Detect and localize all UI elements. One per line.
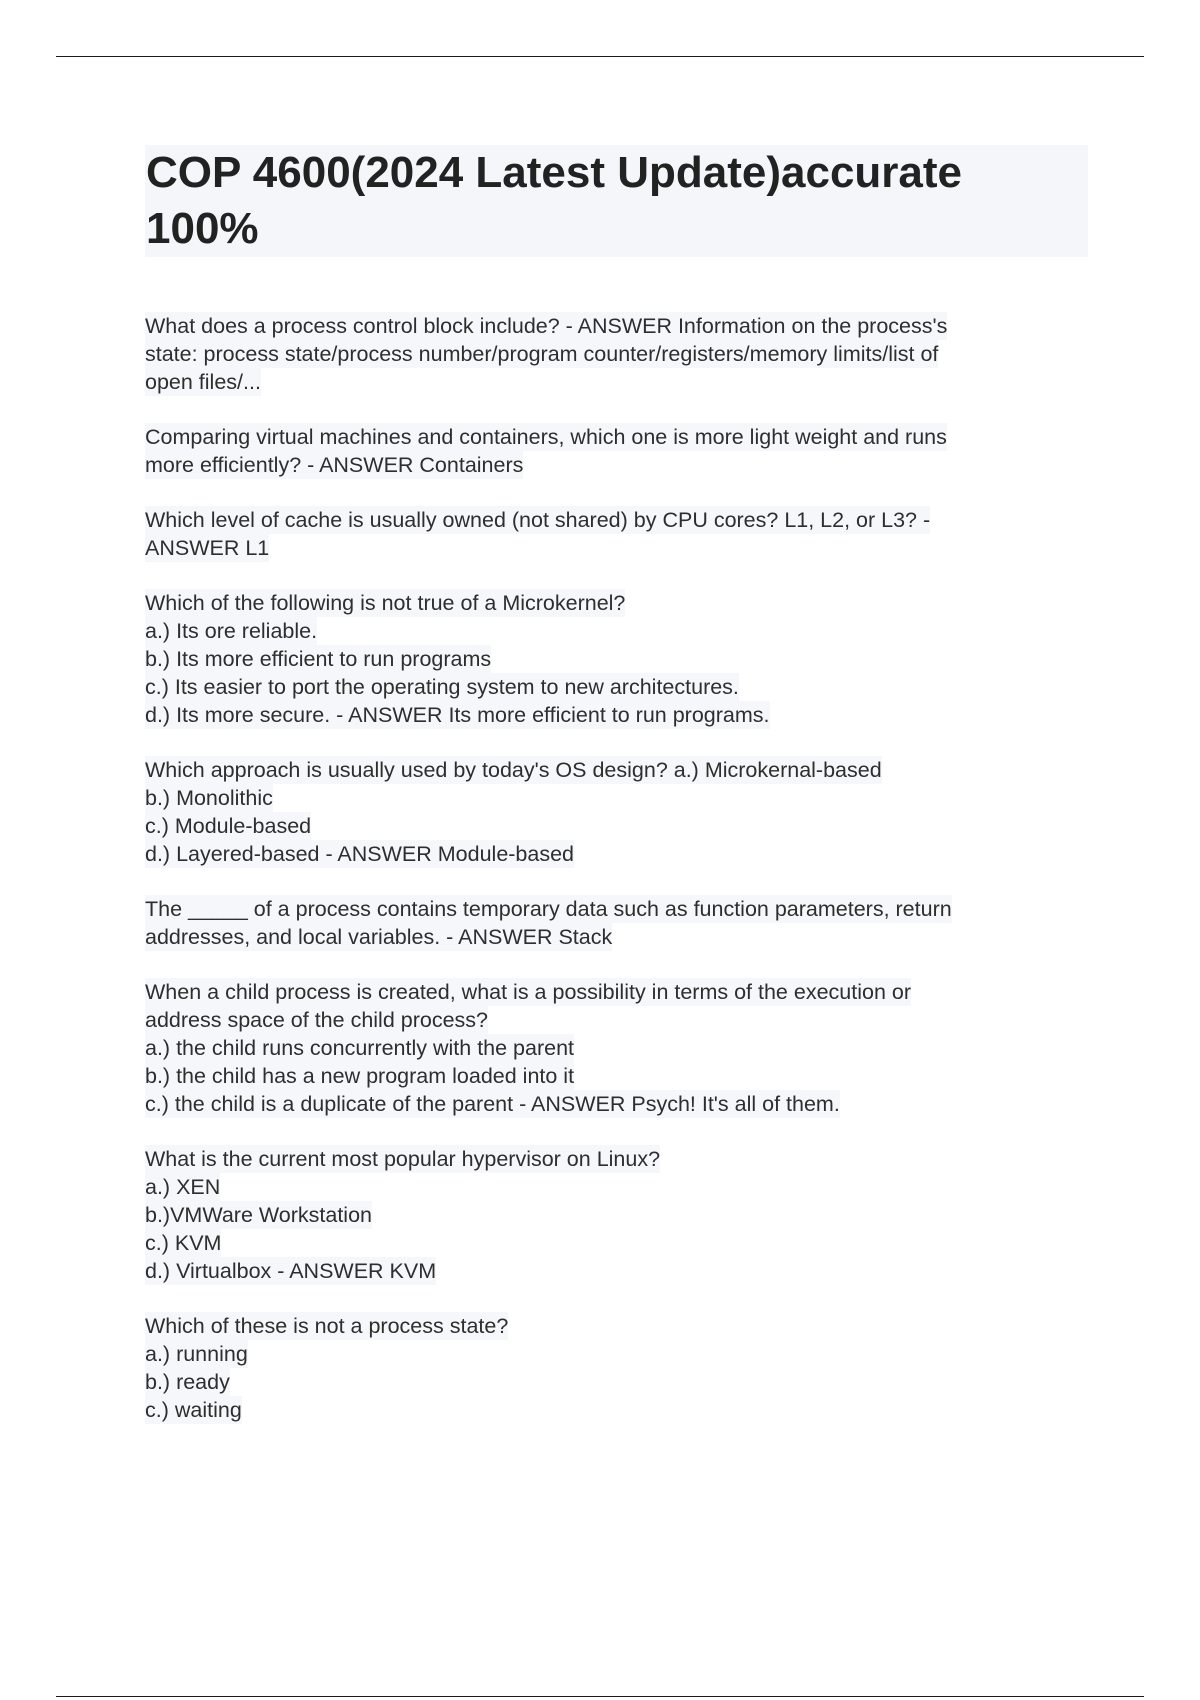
qa-item	[145, 506, 1085, 562]
qa-line: state: process state/process number/program counter/registers/memory limits/list of	[145, 342, 939, 366]
qa-list	[145, 312, 1085, 1451]
title-block	[145, 145, 1088, 257]
qa-line: more efficiently? - ANSWER Containers	[145, 453, 524, 477]
qa-line: b.) Monolithic	[145, 786, 273, 810]
qa-line: addresses, and local variables. - ANSWER Stack	[145, 925, 613, 949]
qa-item	[145, 756, 1085, 868]
qa-line: b.) the child has a new program loaded into it	[145, 1064, 575, 1088]
qa-item	[145, 895, 1085, 951]
qa-line: c.) the child is a duplicate of the parent - ANSWER Psych! It's all of them.	[145, 1092, 840, 1116]
qa-line: b.) Its more efficient to run programs	[145, 647, 492, 671]
qa-line: d.) Virtualbox - ANSWER KVM	[145, 1259, 437, 1283]
qa-line: What is the current most popular hypervisor on Linux?	[145, 1147, 661, 1171]
qa-line: Which level of cache is usually owned (not shared) by CPU cores? L1, L2, or L3? -	[145, 508, 931, 532]
qa-line: c.) KVM	[145, 1231, 222, 1255]
page-top-rule	[56, 56, 1144, 57]
page-bottom-rule	[56, 1696, 1144, 1697]
qa-line: The _____ of a process contains temporary data such as function parameters, return	[145, 897, 952, 921]
qa-line: b.)VMWare Workstation	[145, 1203, 372, 1227]
qa-line: ANSWER L1	[145, 536, 270, 560]
qa-item	[145, 312, 1085, 396]
qa-line: Comparing virtual machines and containers, which one is more light weight and runs	[145, 425, 947, 449]
qa-line: a.) XEN	[145, 1175, 221, 1199]
qa-line: Which of the following is not true of a Microkernel?	[145, 591, 626, 615]
qa-line: a.) the child runs concurrently with the parent	[145, 1036, 575, 1060]
qa-item	[145, 589, 1085, 729]
qa-line: Which of these is not a process state?	[145, 1314, 509, 1338]
qa-line: address space of the child process?	[145, 1008, 489, 1032]
qa-item	[145, 978, 1085, 1118]
qa-line: Which approach is usually used by today's OS design? a.) Microkernal-based	[145, 758, 882, 782]
qa-line: b.) ready	[145, 1370, 230, 1394]
qa-line: a.) running	[145, 1342, 248, 1366]
qa-line: When a child process is created, what is a possibility in terms of the execution or	[145, 980, 911, 1004]
title-line-2: 100%	[146, 204, 259, 253]
qa-item	[145, 423, 1085, 479]
qa-item	[145, 1312, 1085, 1424]
page-title	[145, 145, 1088, 257]
qa-line: a.) Its ore reliable.	[145, 619, 318, 643]
qa-line: d.) Its more secure. - ANSWER Its more efficient to run programs.	[145, 703, 770, 727]
qa-line: c.) waiting	[145, 1398, 242, 1422]
qa-line: c.) Module-based	[145, 814, 312, 838]
qa-item	[145, 1145, 1085, 1285]
qa-line: open files/...	[145, 370, 261, 394]
qa-line: d.) Layered-based - ANSWER Module-based	[145, 842, 575, 866]
title-line-1: COP 4600(2024 Latest Update)accurate	[146, 148, 963, 197]
qa-line: c.) Its easier to port the operating system to new architectures.	[145, 675, 739, 699]
qa-line: What does a process control block include? - ANSWER Information on the process's	[145, 314, 948, 338]
